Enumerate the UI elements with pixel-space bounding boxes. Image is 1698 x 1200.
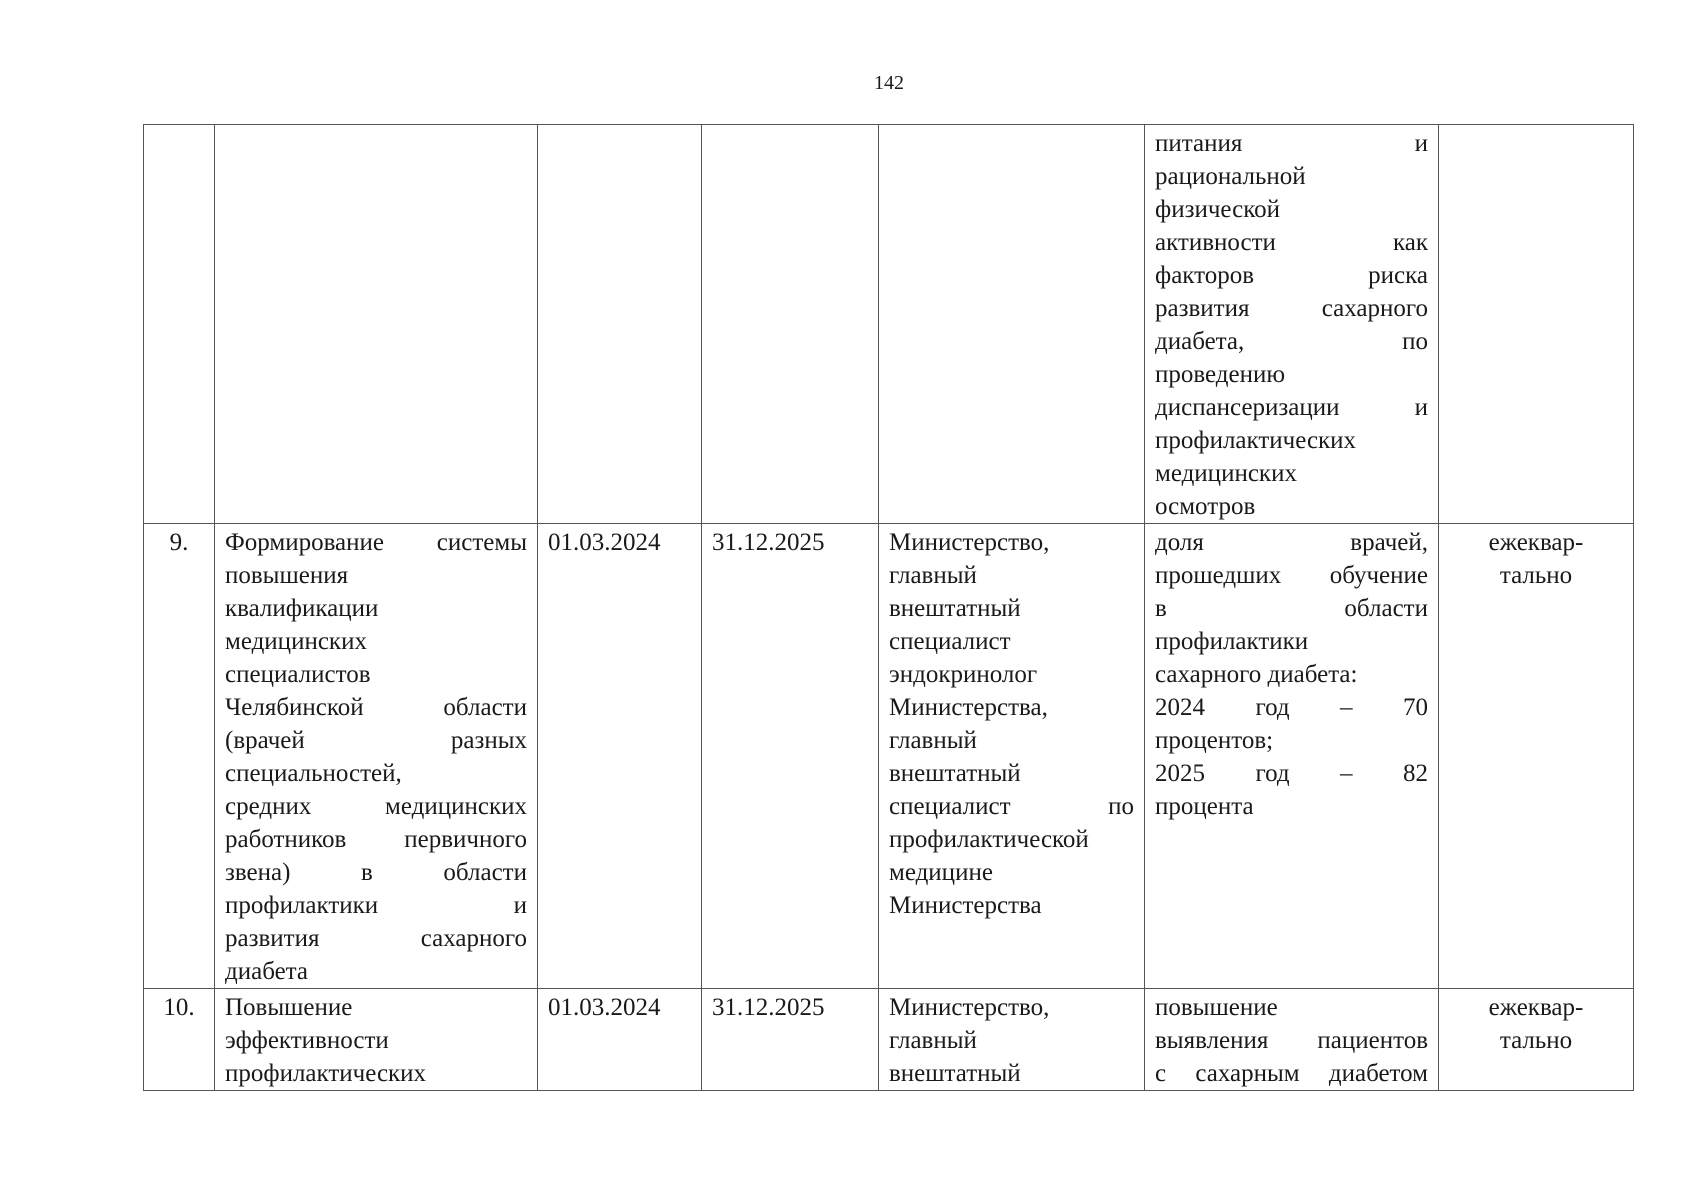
text-line [889,823,1134,856]
text-line [889,1024,1134,1057]
text-line [225,1024,527,1057]
text-line [889,856,1134,889]
text-line [1155,127,1428,160]
text-line [889,559,1134,592]
word: сахарного [420,925,527,952]
word: разных [450,727,527,754]
text-line [1155,724,1428,757]
word: – [1340,694,1353,721]
word: осмотров [1155,493,1256,520]
word: Повышение [225,994,353,1021]
word: питания [1155,130,1243,157]
text-line [225,757,527,790]
text-line [1155,526,1428,559]
text-line [1155,559,1428,592]
text-line [225,790,527,823]
word: сахарного [1321,295,1428,322]
word: системы [436,529,527,556]
word: 2025 [1155,760,1205,787]
word: год [1255,760,1290,787]
word: в [361,859,373,886]
text-line [1155,457,1428,490]
word: – [1340,760,1353,787]
page-number: 142 [874,72,904,94]
text-line [225,991,527,1024]
cell-indicator [1145,989,1439,1091]
cell-event [215,524,538,989]
word: внештатный [889,760,1021,787]
text-line [225,889,527,922]
text-line [1155,790,1428,823]
cell-start-date: 01.03.2024 [538,524,702,989]
text-line [1155,757,1428,790]
word: эндокринолог [889,661,1038,688]
text-line [889,724,1134,757]
word: специальностей, [225,760,402,787]
frequency-line: ежеквар- [1488,529,1584,556]
word: физической [1155,196,1280,223]
cell-frequency [1439,989,1634,1091]
text-line [225,1057,527,1090]
text-line [1155,160,1428,193]
text-line [1155,658,1428,691]
word: профилактики [1155,628,1309,655]
word: области [443,694,527,721]
word: год [1255,694,1290,721]
word: 2024 [1155,694,1205,721]
word: 82 [1403,760,1428,787]
text-line [225,559,527,592]
text-line [225,955,527,988]
cell-frequency [1439,524,1634,989]
word: диспансеризации [1155,394,1340,421]
word: диабета, [1155,328,1245,355]
word: сахарного диабета: [1155,661,1358,688]
text-line [1155,490,1428,523]
frequency-line: тально [1499,1027,1573,1054]
word: Министерство, [889,529,1050,556]
word: медицине [889,859,993,886]
text-line [1155,292,1428,325]
frequency-line: тально [1499,562,1573,589]
word: Министерство, [889,994,1050,1021]
cell-responsible [879,989,1145,1091]
plan-table [143,124,1634,1091]
word: профилактики [225,892,379,919]
word: сахарным [1195,1060,1300,1087]
word: главный [889,562,977,589]
text-line [889,691,1134,724]
word: по [1402,328,1428,355]
cell-frequency [1439,125,1634,524]
text-line [225,856,527,889]
cell-num: 10. [144,989,215,1091]
text-line [1155,358,1428,391]
word: Челябинской [225,694,364,721]
text-line [889,790,1134,823]
text-line [225,823,527,856]
word: внештатный [889,595,1021,622]
text-line [225,625,527,658]
text-line [1155,391,1428,424]
text-line [225,592,527,625]
word: (врачей [225,727,305,754]
word: и [1414,130,1428,157]
cell-indicator [1145,125,1439,524]
word: работников [225,826,347,853]
word: Министерства [889,892,1042,919]
word: медицинских [1155,460,1297,487]
word: области [1344,595,1428,622]
word: как [1392,229,1428,256]
text-line [225,526,527,559]
word: рациональной [1155,163,1306,190]
word: пациентов [1317,1027,1428,1054]
word: процентов; [1155,727,1274,754]
word: активности [1155,229,1276,256]
word: и [513,892,527,919]
word: процента [1155,793,1254,820]
word: по [1108,793,1134,820]
cell-responsible [879,524,1145,989]
word: Министерства, [889,694,1048,721]
text-line [889,592,1134,625]
word: профилактических [225,1060,427,1087]
cell-event [215,125,538,524]
text-line [1155,226,1428,259]
table-row-9 [144,524,1634,989]
word: специалистов [225,661,371,688]
cell-start-date [538,125,702,524]
text-line [225,691,527,724]
word: диабетом [1328,1060,1428,1087]
text-line [1155,625,1428,658]
word: медицинских [385,793,527,820]
word: развития [225,925,320,952]
word: квалификации [225,595,379,622]
table-row-10 [144,989,1634,1091]
cell-num [144,125,215,524]
word: развития [1155,295,1250,322]
word: повышение [1155,994,1278,1021]
word: диабета [225,958,309,985]
word: риска [1368,262,1428,289]
word: проведению [1155,361,1286,388]
word: звена) [225,859,291,886]
text-line [1155,592,1428,625]
text-line [225,724,527,757]
text-line [1155,991,1428,1024]
word: прошедших [1155,562,1282,589]
cell-event [215,989,538,1091]
text-line [889,526,1134,559]
cell-responsible [879,125,1145,524]
cell-indicator [1145,524,1439,989]
word: области [443,859,527,886]
frequency-line: ежеквар- [1488,994,1584,1021]
word: повышения [225,562,349,589]
text-line [1155,691,1428,724]
word: 70 [1403,694,1428,721]
word: Формирование [225,529,384,556]
text-line [225,922,527,955]
word: обучение [1329,562,1428,589]
cell-end-date: 31.12.2025 [702,524,879,989]
text-line [1155,325,1428,358]
text-line [889,625,1134,658]
word: доля [1155,529,1204,556]
word: эффективности [225,1027,389,1054]
cell-num: 9. [144,524,215,989]
word: профилактической [889,826,1089,853]
text-line [889,658,1134,691]
text-line [889,757,1134,790]
word: средних [225,793,312,820]
cell-end-date: 31.12.2025 [702,989,879,1091]
word: факторов [1155,262,1255,289]
text-line [889,991,1134,1024]
word: врачей, [1350,529,1428,556]
cell-end-date [702,125,879,524]
word: первичного [404,826,527,853]
cell-start-date: 01.03.2024 [538,989,702,1091]
text-line [1155,1057,1428,1090]
word: специалист [889,793,1011,820]
word: главный [889,727,977,754]
text-line [225,658,527,691]
word: внештатный [889,1060,1021,1087]
text-line [889,1057,1134,1090]
text-line [889,889,1134,922]
word: специалист [889,628,1011,655]
word: профилактических [1155,427,1357,454]
word: главный [889,1027,977,1054]
text-line [1155,424,1428,457]
word: выявления [1155,1027,1269,1054]
word: с [1155,1060,1167,1087]
word: медицинских [225,628,367,655]
text-line [1155,193,1428,226]
word: и [1414,394,1428,421]
text-line [1155,1024,1428,1057]
table-row-continuation [144,125,1634,524]
text-line [1155,259,1428,292]
word: в [1155,595,1167,622]
